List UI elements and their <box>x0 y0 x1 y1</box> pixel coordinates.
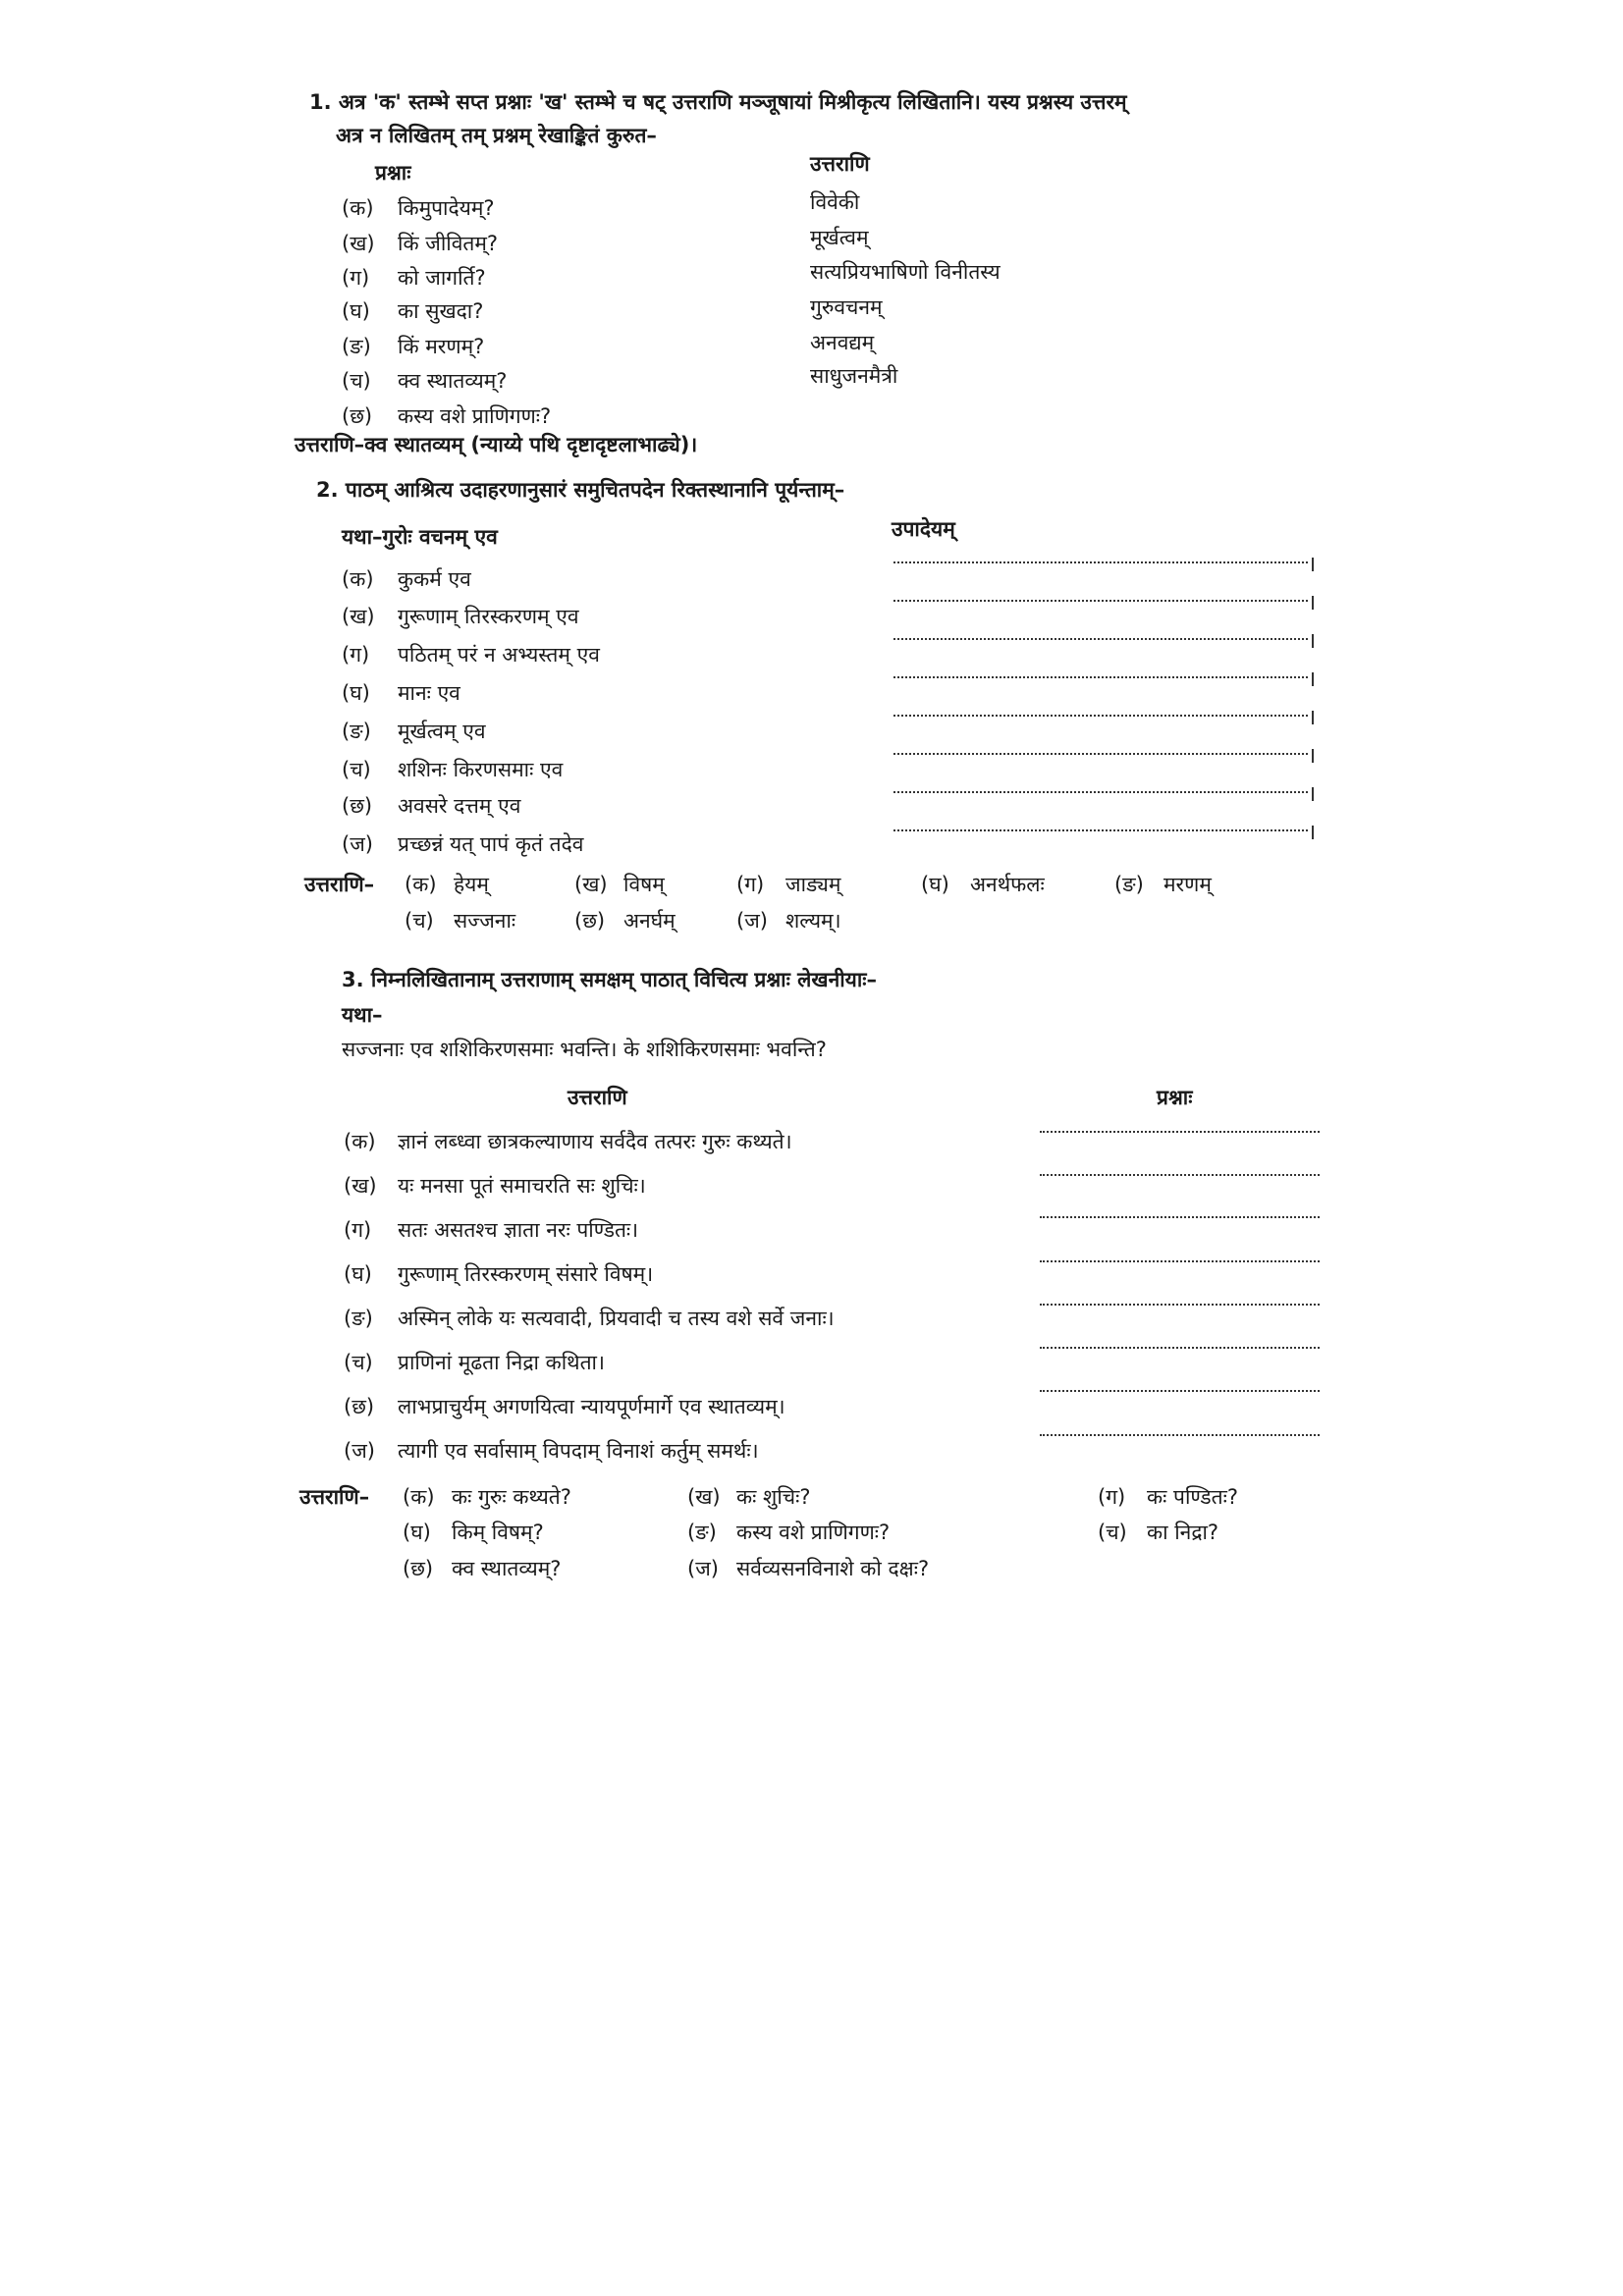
q1-questions-header: प्रश्नाः <box>375 161 411 185</box>
q3-item-label: (छ) <box>344 1395 375 1418</box>
q1-answer-option: विवेकी <box>810 190 860 214</box>
q3-item-label: (ज) <box>344 1439 375 1463</box>
q2-item-text: कुकर्म एव <box>398 567 471 591</box>
q1-question-label: (क) <box>342 196 374 220</box>
q3-item-text: अस्मिन् लोके यः सत्यवादी, प्रियवादी च तस्य वशे सर्वे जनाः। <box>398 1307 835 1330</box>
q2-answer-text: शल्यम्। <box>785 909 841 933</box>
q2-item-text: अवसरे दत्तम् एव <box>398 794 521 818</box>
q1-question-text: किमुपादेयम्? <box>398 196 495 220</box>
q1-question-text: क्व स्थातव्यम्? <box>398 369 508 393</box>
q2-answer-text: अनर्थफलः <box>970 873 1045 896</box>
q1-question-text: का सुखदा? <box>398 299 484 323</box>
q2-item-label: (ज) <box>342 832 373 856</box>
q3-example: सज्जनाः एव शशिकिरणसमाः भवन्ति। के शशिकिरणसमाः भवन्ति? <box>342 1038 827 1061</box>
q2-answer-blank[interactable] <box>893 676 1308 678</box>
q2-answers-label: उत्तराणि– <box>304 873 375 896</box>
q2-answer-blank[interactable] <box>893 561 1308 563</box>
q3-item-label: (क) <box>344 1130 376 1153</box>
q1-question-label: (छ) <box>342 404 373 428</box>
q3-item-label: (ख) <box>344 1174 377 1198</box>
q3-example-label: यथा– <box>342 1003 383 1027</box>
q3-question-blank[interactable] <box>1040 1347 1320 1349</box>
q3-answer-text: का निद्रा? <box>1147 1521 1219 1544</box>
q2-answer-blank[interactable] <box>893 715 1308 717</box>
q2-answer-label: (च) <box>405 909 434 933</box>
q1-answer-option: अनवद्यम् <box>810 331 875 354</box>
q3-item-text: त्यागी एव सर्वासाम् विपदाम् विनाशं कर्तुम् समर्थः। <box>398 1439 759 1463</box>
q3-answer-label: (ग) <box>1098 1485 1126 1509</box>
q2-answer-label: (ङ) <box>1114 873 1144 896</box>
q3-item-text: सतः असतश्च ज्ञाता नरः पण्डितः। <box>398 1218 639 1242</box>
q3-question-blank[interactable] <box>1040 1260 1320 1262</box>
q2-answer-blank[interactable] <box>893 638 1308 640</box>
q3-question-blank[interactable] <box>1040 1304 1320 1306</box>
q3-answer-label: (ङ) <box>687 1521 717 1544</box>
q3-item-text: यः मनसा पूतं समाचरति सः शुचिः। <box>398 1174 646 1198</box>
q2-answer-blank[interactable] <box>893 829 1308 831</box>
q1-answer-option: सत्यप्रियभाषिणो विनीतस्य <box>810 260 1001 284</box>
q3-answer-label: (क) <box>403 1485 435 1509</box>
q1-answer-option: साधुजनमैत्री <box>810 364 898 388</box>
q3-item-text: गुरूणाम् तिरस्करणम् संसारे विषम्। <box>398 1262 654 1286</box>
q2-answer-label: (ज) <box>736 909 768 933</box>
q3-item-label: (ङ) <box>344 1307 373 1330</box>
q3-item-label: (च) <box>344 1351 373 1374</box>
q3-item-text: प्राणिनां मूढता निद्रा कथिता। <box>398 1351 605 1374</box>
q3-answer-label: (ज) <box>687 1557 719 1580</box>
q3-answers-label: उत्तराणि– <box>299 1485 370 1509</box>
q2-item-text: शशिनः किरणसमाः एव <box>398 758 564 781</box>
q3-answer-text: सर्वव्यसनविनाशे को दक्षः? <box>736 1557 930 1580</box>
q2-item-text: प्रच्छन्नं यत् पापं कृतं तदेव <box>398 832 584 856</box>
q1-question-label: (च) <box>342 369 371 393</box>
q3-answer-text: कस्य वशे प्राणिगणः? <box>736 1521 891 1544</box>
q2-instruction: 2. पाठम् आश्रित्य उदाहरणानुसारं समुचितपदेन रिक्तस्थानानि पूर्यन्ताम्– <box>316 478 845 502</box>
q3-question-blank[interactable] <box>1040 1390 1320 1392</box>
q3-item-text: ज्ञानं लब्ध्वा छात्रकल्याणाय सर्वदैव तत्परः गुरुः कथ्यते। <box>398 1130 792 1153</box>
q3-answer-label: (घ) <box>403 1521 431 1544</box>
q1-instruction-cont: अत्र न लिखितम् तम् प्रश्नम् रेखाङ्कितं कुरुत– <box>336 124 657 147</box>
q2-answer-blank[interactable] <box>893 791 1308 793</box>
q2-answer-label: (छ) <box>574 909 606 933</box>
q3-answer-label: (च) <box>1098 1521 1127 1544</box>
q3-question-blank[interactable] <box>1040 1174 1320 1176</box>
q1-question-text: किं मरणम्? <box>398 335 485 358</box>
q1-question-text: को जागर्ति? <box>398 266 486 290</box>
q2-item-label: (घ) <box>342 681 370 705</box>
q2-item-label: (ग) <box>342 643 370 667</box>
q2-item-label: (क) <box>342 567 374 591</box>
q2-item-label: (ख) <box>342 605 375 628</box>
q2-answer-blank[interactable] <box>893 600 1308 602</box>
q1-question-text: किं जीवितम्? <box>398 232 499 255</box>
q2-answer-text: अनर्घम् <box>623 909 676 933</box>
q1-solution: उत्तराणि–क्व स्थातव्यम् (न्याय्ये पथि दृष्टादृष्टलाभाढ्ये)। <box>295 433 698 456</box>
q2-item-text: मूर्खत्वम् एव <box>398 720 486 743</box>
q2-item-text: पठितम् परं न अभ्यस्तम् एव <box>398 643 600 667</box>
q3-answer-label: (छ) <box>403 1557 434 1580</box>
q2-answer-label: (घ) <box>921 873 949 896</box>
q3-instruction: 3. निम्नलिखितानाम् उत्तराणाम् समक्षम् पाठात् विचित्य प्रश्नाः लेखनीयाः– <box>342 968 878 991</box>
q3-answer-label: (ख) <box>687 1485 721 1509</box>
q3-question-blank[interactable] <box>1040 1131 1320 1133</box>
q2-item-text: गुरूणाम् तिरस्करणम् एव <box>398 605 579 628</box>
q2-item-label: (ङ) <box>342 720 371 743</box>
q1-answer-option: गुरुवचनम् <box>810 295 883 319</box>
q1-answer-option: मूर्खत्वम् <box>810 226 869 249</box>
q2-item-label: (च) <box>342 758 371 781</box>
q2-item-text: मानः एव <box>398 681 460 705</box>
q1-question-label: (ख) <box>342 232 375 255</box>
q3-answer-text: कः शुचिः? <box>736 1485 811 1509</box>
q1-question-label: (ग) <box>342 266 370 290</box>
q2-answer-label: (ख) <box>574 873 608 896</box>
q2-answer-text: मरणम् <box>1163 873 1212 896</box>
q3-answers-header: उत्तराणि <box>568 1086 627 1109</box>
q2-answer-text: हेयम् <box>454 873 489 896</box>
q2-example: यथा–गुरोः वचनम् एव <box>342 525 498 549</box>
q2-example-answer: उपादेयम् <box>892 517 955 541</box>
q3-answer-text: कः पण्डितः? <box>1147 1485 1238 1509</box>
q3-answer-text: किम् विषम्? <box>452 1521 544 1544</box>
q2-answer-blank[interactable] <box>893 753 1308 755</box>
q1-question-label: (घ) <box>342 299 370 323</box>
q2-answer-label: (क) <box>405 873 437 896</box>
q3-answer-text: क्व स्थातव्यम्? <box>452 1557 562 1580</box>
q1-question-text: कस्य वशे प्राणिगणः? <box>398 404 552 428</box>
q2-answer-text: विषम् <box>623 873 665 896</box>
q3-item-text: लाभप्राचुर्यम् अगणयित्वा न्यायपूर्णमार्गे एव स्थातव्यम्। <box>398 1395 785 1418</box>
q2-item-label: (छ) <box>342 794 373 818</box>
q3-answer-text: कः गुरुः कथ्यते? <box>452 1485 571 1509</box>
q2-answer-text: सज्जनाः <box>454 909 516 933</box>
q3-question-blank[interactable] <box>1040 1434 1320 1436</box>
q1-instruction: 1. अत्र 'क' स्तम्भे सप्त प्रश्नाः 'ख' स्तम्भे च षट् उत्तराणि मञ्जूषायां मिश्रीकृत्य लिखितानि। यस्य प्रश्नस्य उत्तरम् <box>309 90 1127 114</box>
q3-question-blank[interactable] <box>1040 1216 1320 1218</box>
q1-answers-header: उत्तराणि <box>810 152 870 176</box>
q3-questions-header: प्रश्नाः <box>1157 1086 1193 1109</box>
q1-question-label: (ङ) <box>342 335 371 358</box>
q2-answer-label: (ग) <box>736 873 765 896</box>
q3-item-label: (ग) <box>344 1218 372 1242</box>
q3-item-label: (घ) <box>344 1262 372 1286</box>
q2-answer-text: जाड्यम् <box>785 873 841 896</box>
